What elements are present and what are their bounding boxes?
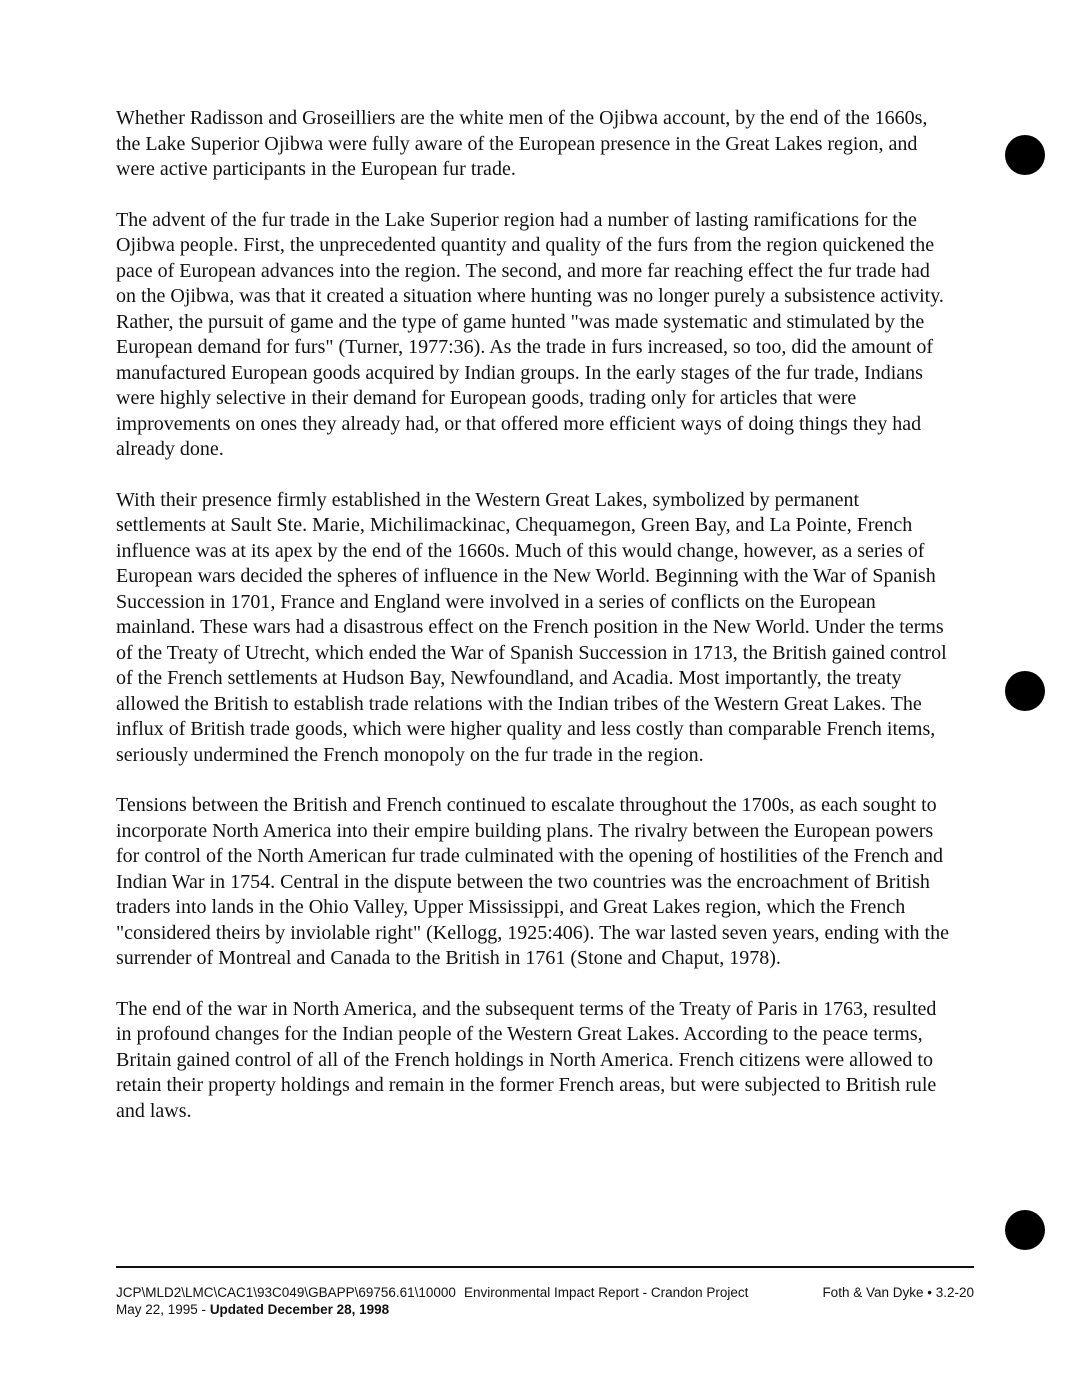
footer-left [116,1284,456,1318]
footer-date-original: May 22, 1995 - [116,1302,210,1317]
footer-date-line [116,1301,456,1318]
punch-hole-icon [1005,135,1045,175]
paragraph-2: The advent of the fur trade in the Lake Superior region had a number of lasting ramifications for the Ojibwa people. First, the unprecedented quantity and quality of the furs from the region quickened the pace of European advances into the region. The second, and more far reaching effect the fur trade had on the Ojibwa, was that it created a situation where hunting was no longer purely a subsistence activity. Rather, the pursuit of game and the type of game hunted "was made systematic and stimulated by the European demand for furs" (Turner, 1977:36). As the trade in furs increased, so too, did the amount of manufactured European goods acquired by Indian groups. In the early stages of the fur trade, Indians were highly selective in their demand for European goods, trading only for articles that were improvements on ones they already had, or that offered more efficient ways of doing things they had already done. [116,208,944,460]
paragraph-5: The end of the war in North America, and the subsequent terms of the Treaty of Paris in 1763, resulted in profound changes for the Indian people of the Western Great Lakes. According to the peace terms, Britain gained control of all of the French holdings in North America. French citizens were allowed to retain their property holdings and remain in the former French areas, but were subjected to British rule and laws. [116,997,937,1122]
paragraph-4: Tensions between the British and French continued to escalate throughout the 1700s, as each sought to incorporate North America into their empire building plans. The rivalry between the European powers for control of the North American fur trade culminated with the opening of hostilities of the French and Indian War in 1754. Central in the dispute between the two countries was the encroachment of British traders into lands in the Ohio Valley, Upper Mississippi, and Great Lakes region, which the French "considered theirs by inviolable right" (Kellogg, 1925:406). The war lasted seven years, ending with the surrender of Montreal and Canada to the British in 1761 (Stone and Chaput, 1978). [116,794,949,969]
footer-report-title: Environmental Impact Report - Crandon Project [464,1285,749,1300]
paragraph-3: With their presence firmly established in the Western Great Lakes, symbolized by permanent settlements at Sault Ste. Marie, Michilimackinac, Chequamegon, Green Bay, and La Pointe, French influence was at its apex by the end of the 1660s. Much of this would change, however, as a series of European wars decided the spheres of influence in the New World. Beginning with the War of Spanish Succession in 1701, France and England were involved in a series of conflicts on the European mainland. These wars had a disastrous effect on the French position in the New World. Under the terms of the Treaty of Utrecht, which ended the War of Spanish Succession in 1713, the British gained control of the French settlements at Hudson Bay, Newfoundland, and Acadia. Most importantly, the treaty allowed the British to establish trade relations with the Indian tribes of the Western Great Lakes. The influx of British trade goods, which were higher quality and less costly than comparable French items, seriously undermined the French monopoly on the fur trade in the region. [116,488,947,766]
footer-firm-page: Foth & Van Dyke • 3.2-20 [822,1285,974,1300]
document-body [116,106,954,1149]
paragraph-1: Whether Radisson and Groseilliers are the white men of the Ojibwa account, by the end of the 1660s, the Lake Superior Ojibwa were fully aware of the European presence in the Great Lakes region, and were active participants in the European fur trade. [116,107,928,180]
punch-hole-icon [1005,1210,1045,1250]
footer-divider [116,1266,974,1268]
punch-hole-icon [1005,671,1045,711]
footer-date-updated: Updated December 28, 1998 [209,1302,390,1317]
footer-file-path: JCP\MLD2\LMC\CAC1\93C049\GBAPP\69756.61\10000 [116,1285,456,1300]
